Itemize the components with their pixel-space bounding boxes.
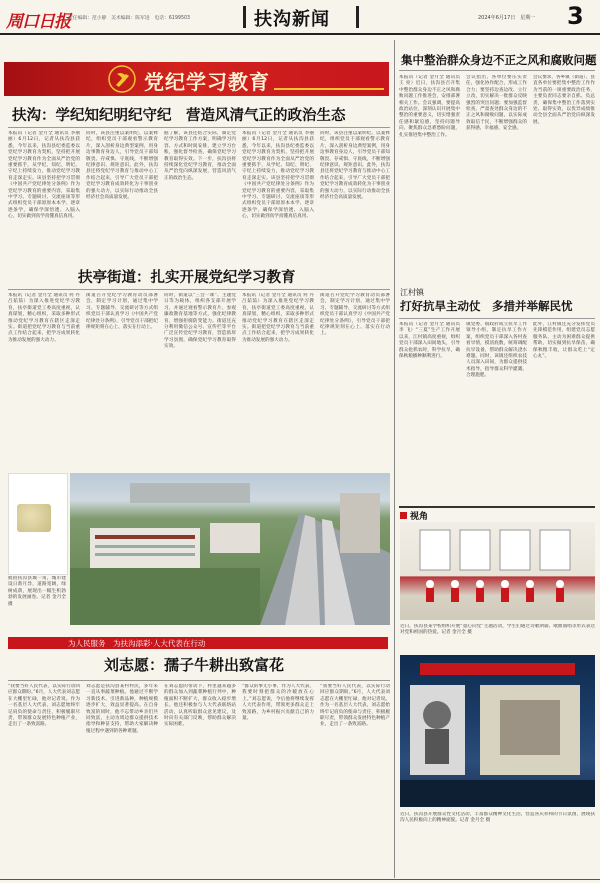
second-headline: 扶亭街道：扎实开展党纪学习教育 bbox=[78, 269, 296, 286]
right-mid-rule bbox=[399, 318, 595, 319]
second-col-3: 同时，街道以“三会一课”、主题党日等为载体，组织各支部开展学习，并通过观看警示教育片、参观廉政教育基地等方式，强化纪律教育，增强拒腐防变能力。街道还充分利用微信公众号、宣传栏等平台广泛宣传党纪学习教育，营造浓厚学习氛围，确保党纪学习教育取得实效。 bbox=[164, 293, 236, 350]
aerial-city-photo bbox=[70, 473, 390, 625]
feature-tag-bar bbox=[8, 637, 388, 649]
masthead bbox=[0, 0, 600, 34]
second-col-5: 街道召开党纪学习教育动员部署会，制定学习计划，通过集中学习、专题辅导、交流研讨等方式组织党员干部认真学习《中国共产党纪律处分条例》，引导党员干部把纪律规矩刻在心上、落实在行动上。 bbox=[320, 293, 390, 337]
page-number: 3 bbox=[567, 2, 584, 30]
right-mid-label: 江村镇 bbox=[400, 288, 424, 297]
lead-headline: 扶沟：学纪知纪明纪守纪 营造风清气正的政治生态 bbox=[12, 107, 346, 124]
second-col-4: 本报讯（记者 金月全 通讯员 何 丹 吕茹茹）为深入推进党纪学习教育，扶亭街道党工委高度重视，认真谋划，精心组织，采取多种形式推动党纪学习教育在辖区走深走实。街道把党纪学习教育与当前重点工作结合起来，把学习成果转化为推动发展的强大动力。 bbox=[242, 293, 314, 343]
feature-tag: 为人民服务 为扶沟添彩·人大代表在行动 bbox=[68, 639, 206, 648]
banner-gold-stripe bbox=[274, 88, 384, 90]
second-col-1: 本报讯（记者 金月全 通讯员 何 丹 吕茹茹）为深入推进党纪学习教育，扶亭街道党工委高度重视，认真谋划，精心组织，采取多种形式推动党纪学习教育在辖区走深走实。街道把党纪学习教育与当前重点工作结合起来，把学习成果转化为推动发展的强大动力。 bbox=[8, 293, 80, 343]
right-mid-col-3: 此外，江村镇还充分发挥党员先锋模范作用，组建党员志愿服务队，主动为困难群众提供帮助，切实做到抗旱保苗，确保秋粮丰收，让群众吃上“定心丸”。 bbox=[533, 322, 595, 360]
right-bottom-label: 视角 bbox=[410, 512, 429, 522]
right-top-col-1: 本报讯（记者 金月全 通讯员 王 亮）近日，扶沟县召开集中整治群众身边不正之风和腐败问题工作推进会，安排部署相关工作。会议强调，要提高政治站位，深刻认识开展集中整治的重要意义，切实增强责任感和紧迫感，坚持问题导向，聚焦群众急难愁盼问题，扎实推进集中整治工作。 bbox=[399, 75, 460, 138]
feature-col-1: “我要当好人民代表，以实际行动回应群众期盼。”6月，人大代表刘志愿在大棚里忙碌，他对记者说。作为一名基层人大代表，刘志愿始终牢记肩负的使命与责任，积极履职尽责，带领群众发展特色种植产业，走出了一条致富路。 bbox=[8, 684, 80, 728]
lead-col-4: 本报讯（记者 金月全 通讯员 李丽丽）6月12日，记者从扶沟县获悉，今年以来，扶沟县纪委监委以党纪学习教育为契机，坚持把开展党纪学习教育作为全面从严治党的重要抓手，从学纪、知纪、明纪、守纪上持续发力，推动党纪学习教育走深走实。该县坚持把学习贯彻《中国共产党纪律处分条例》作为党纪学习教育的重要内容，采取集中学习、专题研讨、交流座谈等形式组织党员干部原原本本学、逐章逐条学，确保学深悟透、入脑入心，切实做到真学真懂真信真用。 bbox=[242, 131, 314, 220]
right-mid-headline: 打好抗旱主动仗 多措并举解民忧 bbox=[400, 299, 573, 313]
masthead-divider-right bbox=[356, 6, 359, 28]
feature-col-2: 刘志愿是扶沟县某村村民，多年来一直从事蔬菜种植。他通过不断学习新技术、引进新品种，种植规模逐步扩大，效益显著提高。在自身致富的同时，他不忘带动乡亲们共同致富，主动为周边群众提供技术指导和种苗支持，帮助大家解决种植过程中遇到的各种难题。 bbox=[86, 684, 158, 734]
lead-rule bbox=[8, 127, 390, 128]
right-mid-col-2: 镇党委、镇政府成立抗旱工作领导小组，制定抗旱工作方案，组织党员干部深入各村查看旱情，摸清底数，统筹调配抗旱设备，帮助群众解决浇水难题。同时，该镇还组织农技人员深入田间，为群众提供技术指导，指导群众科学灌溉、合理施肥。 bbox=[466, 322, 527, 379]
right-bottom-rule bbox=[399, 506, 595, 508]
issue-date: 2024年6月17日 星期一 bbox=[478, 15, 536, 21]
right-top-col-2: 会议指出，各单位要压实责任，强化协作配合，形成工作合力；要坚持边查边改、立行立改，切实解决一批群众反映强烈的突出问题；要加强监督检查，严肃查处群众身边的不正之风和腐败问题，以实际成效取信于民，不断增强群众的获得感、幸福感、安全感。 bbox=[466, 75, 527, 132]
feature-headline: 刘志愿：孺子牛耕出致富花 bbox=[104, 656, 285, 674]
viewpoint-icon bbox=[400, 512, 407, 519]
feature-rule bbox=[8, 680, 390, 681]
masthead-rule bbox=[0, 33, 600, 35]
cultural-event-photo bbox=[400, 655, 595, 807]
lead-col-5: 同时，该县注重以案明纪、以案释纪，组织党员干部观看警示教育片，深入剖析身边典型案例，用身边事教育身边人，引导党员干部知敬畏、存戒惧、守底线，不断增强纪律意识、规矩意识。此外，扶沟县还将党纪学习教育与推动中心工作结合起来，引导广大党员干部把党纪学习教育成效转化为干事创业的强大动力，以实际行动推动全县经济社会高质量发展。 bbox=[320, 131, 390, 201]
banner-title: 党纪学习教育 bbox=[144, 70, 270, 94]
section-title: 扶沟新闻 bbox=[254, 9, 330, 30]
party-banner bbox=[4, 62, 389, 96]
feature-col-5: “我要当好人民代表，以实际行动回应群众期盼。”6月，人大代表刘志愿在大棚里忙碌，他对记者说。作为一名基层人大代表，刘志愿始终牢记肩负的使命与责任，积极履职尽责，带领群众发展特色种植产业，走出了一条致富路。 bbox=[320, 684, 390, 728]
right-top-headline: 集中整治群众身边不正之风和腐败问题 bbox=[401, 53, 597, 67]
second-rule bbox=[8, 289, 390, 290]
masthead-divider-left bbox=[243, 6, 246, 28]
students-activity-photo bbox=[400, 522, 595, 620]
feature-col-4: “群众的事无小事，作为人大代表，我要时刻把群众的冷暖放在心上。”刘志愿说，今后他将继续发挥人大代表作用，带领更多群众走上致富路，为乡村振兴贡献自己的力量。 bbox=[242, 684, 314, 722]
paper-logo: 周口日报 bbox=[6, 12, 70, 32]
second-col-2: 街道召开党纪学习教育动员部署会，制定学习计划，通过集中学习、专题辅导、交流研讨等方式组织党员干部认真学习《中国共产党纪律处分条例》，引导党员干部把纪律规矩刻在心上、落实在行动上。 bbox=[86, 293, 158, 331]
column-divider bbox=[394, 40, 395, 878]
left-photo-caption: 航拍扶沟县城一角，城市建设日新月异，道路宽阔，绿树成荫，展现出一幅生机勃勃的发展画卷。记者 金月全 摄 bbox=[8, 576, 66, 607]
photo-decoration bbox=[8, 473, 68, 575]
lead-col-1: 本报讯（记者 金月全 通讯员 李丽丽）6月12日，记者从扶沟县获悉，今年以来，扶沟县纪委监委以党纪学习教育为契机，坚持把开展党纪学习教育作为全面从严治党的重要抓手，从学纪、知纪、明纪、守纪上持续发力，推动党纪学习教育走深走实。该县坚持把学习贯彻《中国共产党纪律处分条例》作为党纪学习教育的重要内容，采取集中学习、专题研讨、交流座谈等形式组织党员干部原原本本学、逐章逐条学，确保学深悟透、入脑入心，切实做到真学真懂真信真用。 bbox=[8, 131, 80, 220]
right-bottom-caption-1: 近日，扶沟县某学校组织开展“童心向党”主题活动，学生们通过诗歌朗诵、歌曲演唱等形式表达对党和祖国的热爱。记者 金月全 摄 bbox=[400, 624, 595, 636]
right-top-rule bbox=[399, 70, 595, 71]
lead-col-3: 据了解，该县还结合实际，制定党纪学习教育工作方案，明确学习内容、方式和时间安排，建立学习台账，强化督导检查，确保党纪学习教育取得实效。下一步，扶沟县将持续深化党纪学习教育，推动全面从严治党向纵深发展，营造风清气正的政治生态。 bbox=[164, 131, 236, 181]
page-bottom-rule bbox=[0, 879, 600, 880]
right-mid-col-1: 本报讯（记者 金月全 通讯员 李 飞）“三夏”生产工作开展以来，江村镇高度重视，组织党员干部深入田间地头，引导群众抢抓农时，科学抗旱，确保秋粮播种顺利进行。 bbox=[399, 322, 460, 360]
right-bottom-caption-2: 近日，扶沟县开展群众性文化活动，丰富群众精神文化生活，营造喜庆祥和的节日氛围，展现扶沟人民积极向上的精神面貌。记者 金月全 摄 bbox=[400, 812, 595, 824]
scenery-label bbox=[17, 504, 51, 532]
lead-col-2: 同时，该县注重以案明纪、以案释纪，组织党员干部观看警示教育片，深入剖析身边典型案例，用身边事教育身边人，引导党员干部知敬畏、存戒惧、守底线，不断增强纪律意识、规矩意识。此外，扶沟县还将党纪学习教育与推动中心工作结合起来，引导广大党员干部把党纪学习教育成效转化为干事创业的强大动力，以实际行动推动全县经济社会高质量发展。 bbox=[86, 131, 158, 201]
masthead-meta: 责任编辑：范小静 美术编辑：陈军进 电话：6199503 bbox=[68, 16, 191, 21]
aerial-city-illustration bbox=[70, 473, 390, 625]
party-emblem-icon bbox=[108, 65, 136, 93]
right-top-col-3: 会议要求，各乡镇（街道）、县直各单位要把集中整治工作作为当前的一项重要政治任务，主要负责同志要亲自抓、负总责，确保集中整治工作落到实处、取得实效，以优异成绩推动全县全面从严治党向纵深发展。 bbox=[533, 75, 595, 125]
feature-col-3: 在刘志愿的带动下，村里越来越多的群众加入到蔬菜种植行列中，种植面积不断扩大，群众收入稳步增长。他还积极参与人大代表联络站活动，认真听取群众意见建议，及时向有关部门反映，帮助群众解决实际困难。 bbox=[164, 684, 236, 728]
